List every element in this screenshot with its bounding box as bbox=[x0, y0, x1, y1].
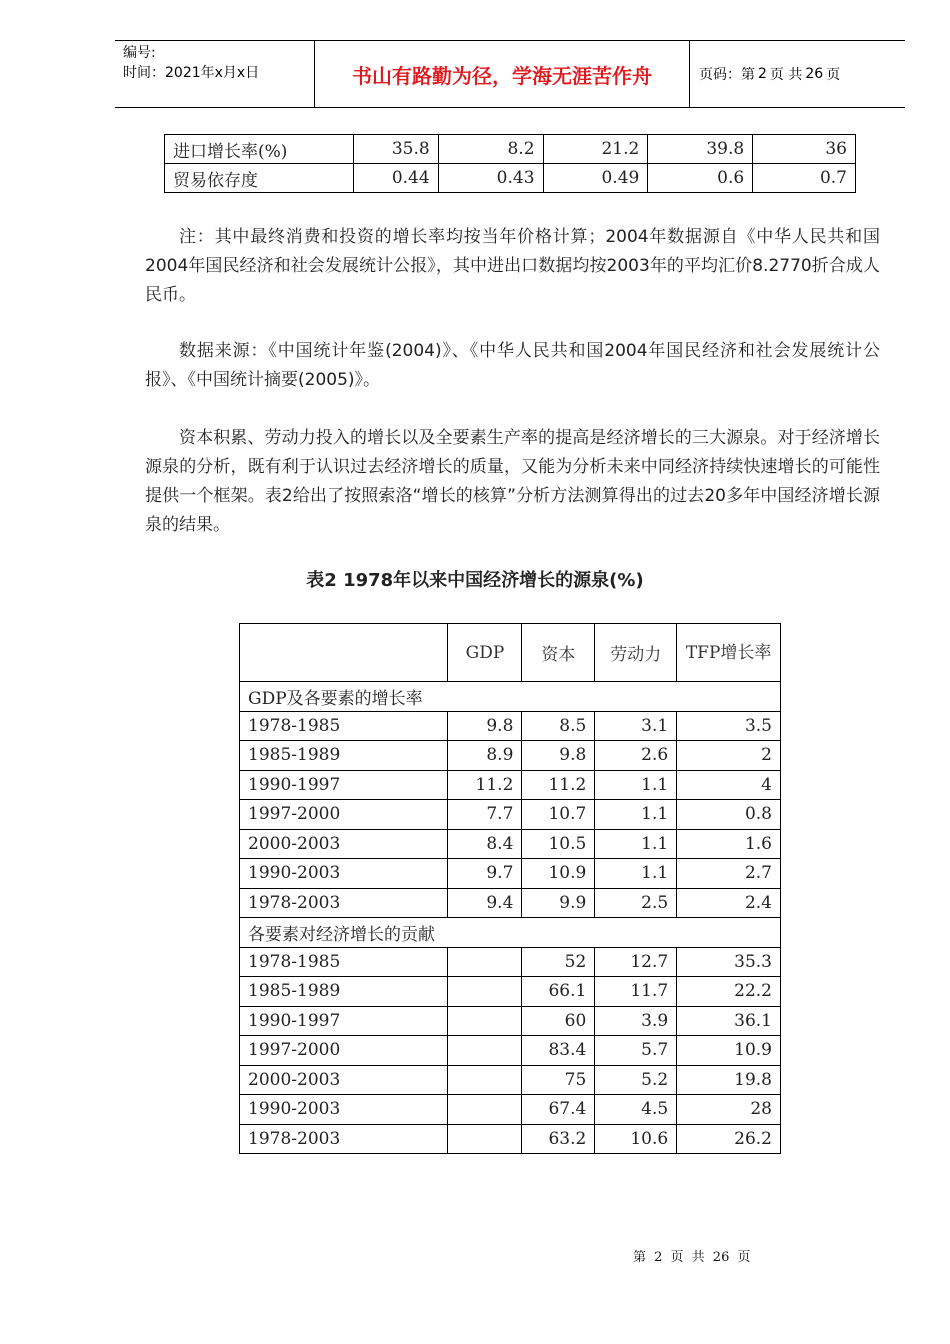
header-cell-labor: 劳动力 bbox=[595, 624, 677, 682]
header-cell-tfp: TFP增长率 bbox=[677, 624, 781, 682]
page-total: 26 bbox=[805, 66, 824, 82]
gdp-cell: 9.4 bbox=[448, 888, 522, 918]
doc-number-label: 编号: bbox=[123, 45, 156, 61]
capital-cell: 75 bbox=[522, 1065, 595, 1095]
section-label: GDP及各要素的增长率 bbox=[240, 682, 781, 712]
row-label: 贸易依存度 bbox=[165, 164, 354, 193]
capital-cell: 52 bbox=[522, 947, 595, 977]
gdp-cell bbox=[448, 947, 522, 977]
gdp-cell bbox=[448, 1006, 522, 1036]
gdp-cell bbox=[448, 1065, 522, 1095]
labor-cell: 10.6 bbox=[595, 1124, 677, 1154]
table-row bbox=[240, 1124, 781, 1154]
body-paragraph: 资本积累、劳动力投入的增长以及全要素生产率的提高是经济增长的三大源泉。对于经济增长源泉的分析，既有利于认识过去经济增长的质量，又能为分析未来中同经济持续快速增长的可能性提供一个框架。表2给出了按照索洛“增长的核算”分析方法测算得出的过去20多年中国经济增长源泉的结果。 bbox=[145, 428, 880, 535]
labor-cell: 2.6 bbox=[595, 741, 677, 771]
tfp-cell: 26.2 bbox=[677, 1124, 781, 1154]
period-cell: 1990-1997 bbox=[240, 770, 448, 800]
table-row bbox=[240, 1095, 781, 1125]
period-cell: 1978-2003 bbox=[240, 1124, 448, 1154]
capital-cell: 10.9 bbox=[522, 859, 595, 889]
note-paragraph: 注：其中最终消费和投资的增长率均按当年价格计算；2004年数据源自《中华人民共和国2004年国民经济和社会发展统计公报》，其中进出口数据均按2003年的平均汇价8.2770折合成人民币。 bbox=[145, 227, 880, 305]
labor-cell: 11.7 bbox=[595, 977, 677, 1007]
tfp-cell: 35.3 bbox=[677, 947, 781, 977]
period-cell: 1997-2000 bbox=[240, 800, 448, 830]
table-row bbox=[240, 1065, 781, 1095]
capital-cell: 10.5 bbox=[522, 829, 595, 859]
labor-cell: 5.7 bbox=[595, 1036, 677, 1066]
tfp-cell: 10.9 bbox=[677, 1036, 781, 1066]
capital-cell: 63.2 bbox=[522, 1124, 595, 1154]
gdp-cell: 9.8 bbox=[448, 711, 522, 741]
labor-cell: 4.5 bbox=[595, 1095, 677, 1125]
tfp-cell: 2.7 bbox=[677, 859, 781, 889]
table-row bbox=[165, 135, 856, 164]
period-cell: 1990-2003 bbox=[240, 859, 448, 889]
table-row bbox=[240, 770, 781, 800]
page-header bbox=[115, 40, 905, 108]
capital-cell: 9.9 bbox=[522, 888, 595, 918]
capital-cell: 83.4 bbox=[522, 1036, 595, 1066]
page-suffix: 页 bbox=[826, 67, 841, 83]
labor-cell: 2.5 bbox=[595, 888, 677, 918]
gdp-cell: 8.9 bbox=[448, 741, 522, 771]
value-cell: 0.7 bbox=[753, 164, 856, 193]
labor-cell: 3.9 bbox=[595, 1006, 677, 1036]
table-row bbox=[165, 164, 856, 193]
value-cell: 0.44 bbox=[353, 164, 438, 193]
gdp-cell: 7.7 bbox=[448, 800, 522, 830]
value-cell: 0.43 bbox=[438, 164, 543, 193]
trade-table-continued bbox=[164, 134, 856, 193]
page-prefix: 页码：第 bbox=[699, 67, 755, 83]
value-cell: 35.8 bbox=[353, 135, 438, 164]
tfp-cell: 0.8 bbox=[677, 800, 781, 830]
doc-time-label: 时间：2021年x月x日 bbox=[123, 65, 260, 81]
table-row bbox=[240, 859, 781, 889]
period-cell: 1997-2000 bbox=[240, 1036, 448, 1066]
period-cell: 1978-1985 bbox=[240, 711, 448, 741]
table-row bbox=[240, 947, 781, 977]
table-row bbox=[240, 829, 781, 859]
capital-cell: 11.2 bbox=[522, 770, 595, 800]
capital-cell: 8.5 bbox=[522, 711, 595, 741]
table-row bbox=[240, 711, 781, 741]
value-cell: 21.2 bbox=[543, 135, 648, 164]
value-cell: 8.2 bbox=[438, 135, 543, 164]
capital-cell: 10.7 bbox=[522, 800, 595, 830]
period-cell: 1985-1989 bbox=[240, 741, 448, 771]
gdp-cell: 8.4 bbox=[448, 829, 522, 859]
table-row bbox=[240, 741, 781, 771]
tfp-cell: 19.8 bbox=[677, 1065, 781, 1095]
growth-sources-table bbox=[239, 623, 781, 1154]
labor-cell: 1.1 bbox=[595, 859, 677, 889]
header-meta bbox=[115, 41, 315, 107]
header-cell-capital: 资本 bbox=[522, 624, 595, 682]
labor-cell: 1.1 bbox=[595, 829, 677, 859]
table-row bbox=[240, 800, 781, 830]
section-row bbox=[240, 682, 781, 712]
page-footer: 第 2 页 共 26 页 bbox=[633, 1250, 751, 1265]
period-cell: 2000-2003 bbox=[240, 1065, 448, 1095]
section-row bbox=[240, 918, 781, 948]
labor-cell: 1.1 bbox=[595, 800, 677, 830]
labor-cell: 12.7 bbox=[595, 947, 677, 977]
tfp-cell: 36.1 bbox=[677, 1006, 781, 1036]
labor-cell: 5.2 bbox=[595, 1065, 677, 1095]
gdp-cell: 11.2 bbox=[448, 770, 522, 800]
value-cell: 0.49 bbox=[543, 164, 648, 193]
capital-cell: 67.4 bbox=[522, 1095, 595, 1125]
gdp-cell: 9.7 bbox=[448, 859, 522, 889]
tfp-cell: 28 bbox=[677, 1095, 781, 1125]
table-row bbox=[240, 977, 781, 1007]
gdp-cell bbox=[448, 977, 522, 1007]
capital-cell: 9.8 bbox=[522, 741, 595, 771]
header-page-info bbox=[689, 41, 905, 107]
table-row bbox=[240, 888, 781, 918]
table2-caption: 表2 1978年以来中国经济增长的源泉(%) bbox=[306, 570, 644, 591]
capital-cell: 60 bbox=[522, 1006, 595, 1036]
gdp-cell bbox=[448, 1095, 522, 1125]
row-label: 进口增长率(%) bbox=[165, 135, 354, 164]
period-cell: 1990-2003 bbox=[240, 1095, 448, 1125]
tfp-cell: 3.5 bbox=[677, 711, 781, 741]
tfp-cell: 2.4 bbox=[677, 888, 781, 918]
capital-cell: 66.1 bbox=[522, 977, 595, 1007]
period-cell: 1990-1997 bbox=[240, 1006, 448, 1036]
section-label: 各要素对经济增长的贡献 bbox=[240, 918, 781, 948]
value-cell: 0.6 bbox=[648, 164, 753, 193]
table-row bbox=[240, 1036, 781, 1066]
page-number: 2 bbox=[758, 66, 767, 82]
period-cell: 1978-1985 bbox=[240, 947, 448, 977]
gdp-cell bbox=[448, 1124, 522, 1154]
labor-cell: 1.1 bbox=[595, 770, 677, 800]
table2-header-row bbox=[240, 624, 781, 682]
tfp-cell: 22.2 bbox=[677, 977, 781, 1007]
value-cell: 39.8 bbox=[648, 135, 753, 164]
header-slogan: 书山有路勤为径，学海无涯苦作舟 bbox=[315, 41, 690, 107]
header-cell-gdp: GDP bbox=[448, 624, 522, 682]
period-cell: 1978-2003 bbox=[240, 888, 448, 918]
tfp-cell: 1.6 bbox=[677, 829, 781, 859]
page-mid: 页 共 bbox=[769, 67, 803, 83]
period-cell: 1985-1989 bbox=[240, 977, 448, 1007]
table-row bbox=[240, 1006, 781, 1036]
tfp-cell: 2 bbox=[677, 741, 781, 771]
labor-cell: 3.1 bbox=[595, 711, 677, 741]
tfp-cell: 4 bbox=[677, 770, 781, 800]
header-cell bbox=[240, 624, 448, 682]
gdp-cell bbox=[448, 1036, 522, 1066]
period-cell: 2000-2003 bbox=[240, 829, 448, 859]
value-cell: 36 bbox=[753, 135, 856, 164]
source-paragraph: 数据来源：《中国统计年鉴(2004)》、《中华人民共和国2004年国民经济和社会发展统计公报》、《中国统计摘要(2005)》。 bbox=[145, 341, 880, 390]
